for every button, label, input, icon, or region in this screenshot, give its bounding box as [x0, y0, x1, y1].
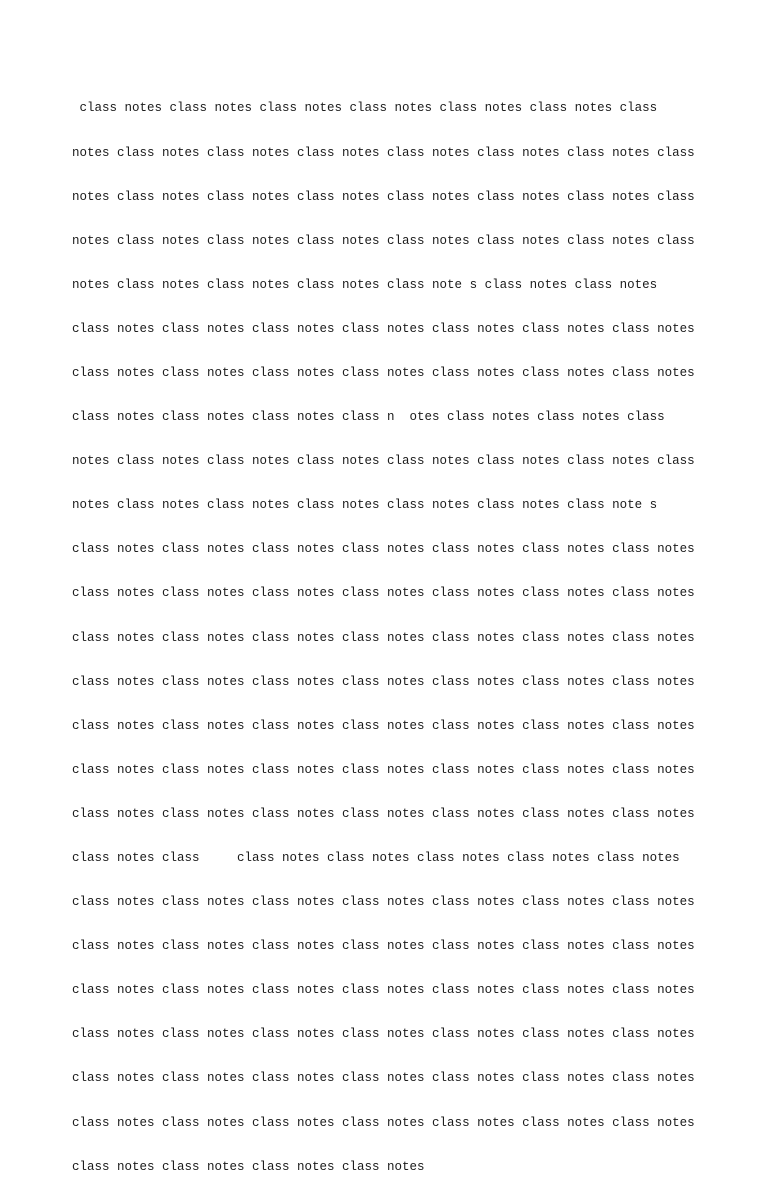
text-line: class notes class notes class notes class notes class notes class notes class — [72, 101, 658, 116]
text-line: class notes class notes class notes class notes — [72, 1159, 425, 1174]
text-line: class notes class notes class notes class notes class notes class notes class notes — [72, 1115, 695, 1130]
text-line: class notes class notes class notes class notes class notes class notes class notes — [72, 365, 695, 380]
text-line: class notes class notes class notes class notes class notes class notes class notes — [72, 806, 695, 821]
text-line: class notes class notes class notes class notes class notes class notes class notes — [72, 321, 695, 336]
text-line: class notes class notes class notes class notes class notes class notes class notes — [72, 630, 695, 645]
text-line: notes class notes class notes class notes class notes class notes class note s — [72, 498, 658, 513]
text-line: class notes class notes class notes class notes class notes class notes class notes — [72, 983, 695, 998]
text-line: class notes class notes class notes class notes class notes class notes class notes — [72, 586, 695, 601]
text-line: notes class notes class notes class notes class notes class notes class notes class — [72, 189, 695, 204]
body-text — [72, 72, 712, 1204]
text-line: class notes class notes class notes class notes class notes class notes class notes — [72, 762, 695, 777]
text-line: notes class notes class notes class notes class notes class notes class notes class — [72, 233, 695, 248]
text-line: class notes class class notes class notes class notes class notes class notes — [72, 851, 680, 865]
text-line: class notes class notes class notes class notes class notes class notes class notes — [72, 718, 695, 733]
text-line: notes class notes class notes class notes class note s class notes class notes — [72, 277, 658, 292]
text-line: class notes class notes class notes class notes class notes class notes class notes — [72, 939, 695, 954]
text-line: class notes class notes class notes class notes class notes class notes class notes — [72, 1027, 695, 1042]
text-line: notes class notes class notes class notes class notes class notes class notes class — [72, 145, 695, 160]
text-line: class notes class notes class notes class notes class notes class notes class notes — [72, 1071, 695, 1086]
text-line: class notes class notes class notes class notes class notes class notes class notes — [72, 542, 695, 557]
text-line: class notes class notes class notes class notes class notes class notes class notes — [72, 674, 695, 689]
text-line: class notes class notes class notes class notes class notes class notes class notes — [72, 895, 695, 910]
text-line: class notes class notes class notes class n otes class notes class notes class — [72, 410, 665, 425]
text-line: notes class notes class notes class notes class notes class notes class notes class — [72, 454, 695, 469]
